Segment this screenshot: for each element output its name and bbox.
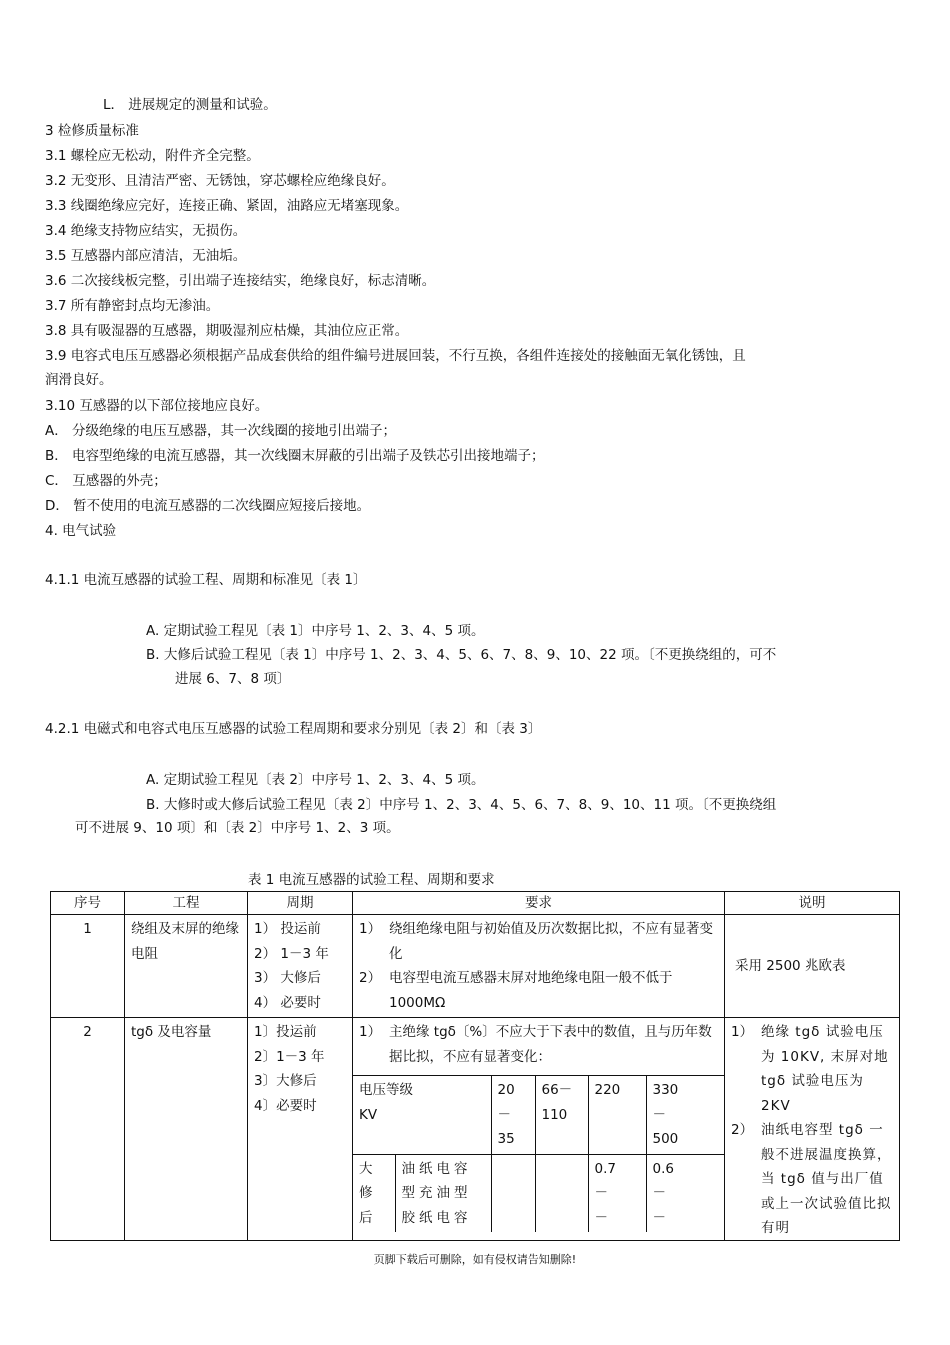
text-line-4-1-1: 4.1.1 电流互感器的试验工程、周期和标准见〔表 1〕 [45,572,367,588]
period-line: 1） 投运前 [254,921,321,937]
voltage-level-label: 电压等级 KV [353,1076,491,1155]
note-number: 2） [731,1122,754,1138]
text-line-3-6: 3.6 二次接线板完整，引出端子连接结实，绝缘良好，标志清晰。 [45,273,436,289]
cell-period [248,915,353,1018]
voltage-level: 330 － 500 [646,1076,724,1155]
requirement-text: 主绝缘 tgδ〔%〕不应大于下表中的数值，且与历年数据比拟，不应有显著变化： [389,1024,712,1065]
inner-data-row [353,1154,724,1232]
requirement-text: 绕组绝缘电阻与初始值及历次数据比拟，不应有显著变化 [389,921,713,962]
period-line: 4） 必要时 [254,994,321,1011]
insulation-type: 油纸电容型充油型胶纸电容 [395,1154,491,1232]
text-line-C: C． 互感器的外壳； [45,473,167,489]
text-line-L: L． 进展规定的测量和试验。 [103,97,277,113]
period-line: 4〕必要时 [254,1097,317,1114]
section-3-heading: 3 检修质量标准 [45,123,139,139]
text-line-3-8: 3.8 具有吸湿器的互感器，期吸湿剂应枯燥，其油位应正常。 [45,323,409,339]
cell-note [725,1018,900,1244]
cell-item: 绕组及末屏的绝缘电阻 [125,915,248,1018]
text-line-3-5: 3.5 互感器内部应清洁，无油垢。 [45,248,247,264]
note-text: 油纸电容型 tgδ 一般不进展温度换算，当 tgδ 值与出厂值或上一次试验值比拟有明 [761,1122,892,1236]
requirement-number: 1） [359,1024,382,1040]
requirement-number: 1） [359,921,382,937]
text-line-3-4: 3.4 绝缘支持物应结实，无损伤。 [45,223,247,239]
period-line: 2〕1－3 年 [254,1048,325,1065]
text-line-A: A． 分级绝缘的电压互感器，其一次线圈的接地引出端子； [45,423,397,439]
header-no: 序号 [51,892,125,915]
period-line: 3〕大修后 [254,1073,317,1089]
period-line: 3） 大修后 [254,970,321,986]
text-line-4-2-1-A: A. 定期试验工程见〔表 2〕中序号 1、2、3、4、5 项。 [146,772,485,788]
limit-value [535,1154,588,1232]
requirement-item [359,917,718,966]
text-line-4-2-1: 4.2.1 电磁式和电容式电压互感器的试验工程周期和要求分别见〔表 2〕和〔表 3〕 [45,721,542,737]
table-row [51,915,900,1018]
voltage-level: 220 [588,1076,646,1155]
cell-item: tgδ 及电容量 [125,1018,248,1244]
header-requirement: 要求 [353,892,725,915]
requirement-item [353,1020,724,1069]
header-item: 工程 [125,892,248,915]
table-caption: 表 1 电流互感器的试验工程、周期和要求 [248,872,495,888]
text-line-4-2-1-B: B. 大修时或大修后试验工程见〔表 2〕中序号 1、2、3、4、5、6、7、8、9、10、11 项。〔不更换绕组 [146,797,777,813]
table-bottom-border [50,1240,900,1241]
voltage-level: 66－ 110 [535,1076,588,1155]
limit-value: 0.6 － － [646,1154,724,1232]
text-line-3-3: 3.3 线圈绝缘应完好，连接正确、紧固，油路应无堵塞现象。 [45,198,409,214]
requirement-number: 2） [359,970,382,986]
text-line-3-10: 3.10 互感器的以下部位接地应良好。 [45,398,269,414]
header-note: 说明 [725,892,900,915]
text-line-D: D． 暂不使用的电流互感器的二次线圈应短接后接地。 [45,498,371,514]
inner-header-row [353,1076,724,1155]
note-item [731,1118,893,1241]
cell-no: 2 [51,1018,125,1244]
text-line-B: B． 电容型绝缘的电流互感器，其一次线圈末屏蔽的引出端子及铁芯引出接地端子； [45,448,545,464]
table-row [51,1018,900,1244]
text-line-4-1-1-B: B. 大修后试验工程见〔表 1〕中序号 1、2、3、4、5、6、7、8、9、10、22 项。〔不更换绕组的，可不 [146,647,777,663]
voltage-level: 20 － 35 [491,1076,535,1155]
text-line-3-9: 3.9 电容式电压互感器必须根据产品成套供给的组件编号进展回装，不行互换，各组件连接处的接触面无氧化锈蚀，且 [45,348,746,364]
header-period: 周期 [248,892,353,915]
test-items-table [50,891,900,1244]
requirement-item [359,966,718,1015]
limit-value: 0.7 － － [588,1154,646,1232]
period-line: 1〕投运前 [254,1024,317,1040]
section-4-heading: 4. 电气试验 [45,523,117,539]
tgd-limit-table [353,1075,724,1232]
text-line-3-2: 3.2 无变形、且清洁严密、无锈蚀，穿芯螺栓应绝缘良好。 [45,173,395,189]
overhaul-label: 大 修 后 [353,1154,395,1232]
table-header-row [51,892,900,915]
text-line-4-1-1-B-cont: 进展 6、7、8 项〕 [175,671,291,687]
note-number: 1） [731,1024,754,1040]
text-line-3-9-cont: 润滑良好。 [45,372,113,388]
page-footer: 页脚下载后可删除，如有侵权请告知删除! [373,1253,577,1266]
text-line-4-1-1-A: A. 定期试验工程见〔表 1〕中序号 1、2、3、4、5 项。 [146,623,485,639]
cell-note: 采用 2500 兆欧表 [725,915,900,1018]
note-item [731,1020,893,1118]
text-line-3-7: 3.7 所有静密封点均无渗油。 [45,298,220,314]
cell-requirement [353,915,725,1018]
requirement-text: 电容型电流互感器末屏对地绝缘电阻一般不低于 1000MΩ [389,970,673,1011]
text-line-4-2-1-B-cont: 可不进展 9、10 项〕和〔表 2〕中序号 1、2、3 项。 [75,820,400,836]
note-text: 绝缘 tgδ 试验电压为 10KV, 末屏对地 tgδ 试验电压为 2KV [761,1024,889,1114]
cell-requirement [353,1018,725,1244]
cell-no: 1 [51,915,125,1018]
text-line-3-1: 3.1 螺栓应无松动，附件齐全完整。 [45,148,260,164]
period-line: 2） 1－3 年 [254,945,329,962]
limit-value [491,1154,535,1232]
cell-period [248,1018,353,1244]
